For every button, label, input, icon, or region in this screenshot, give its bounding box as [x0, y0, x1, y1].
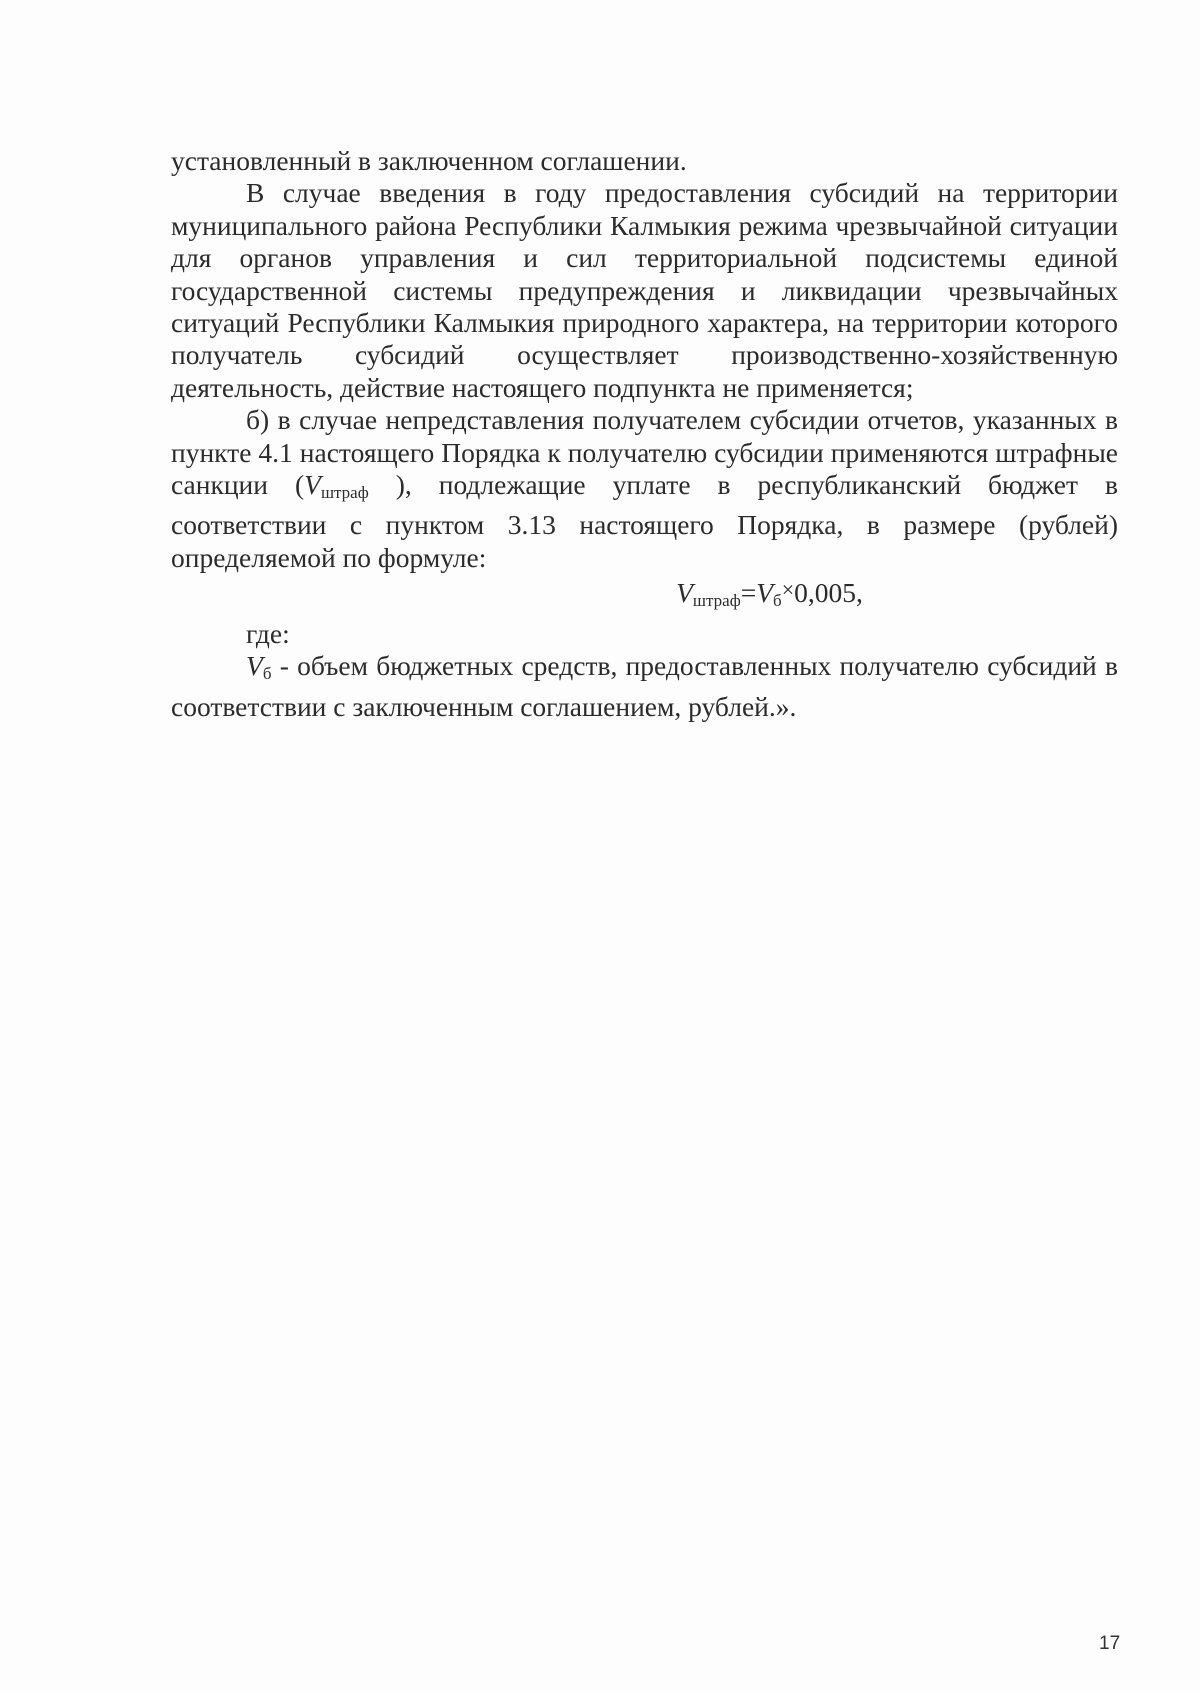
formula-lhs-sub: штраф [692, 591, 741, 611]
document-body [171, 145, 1118, 723]
definition-paragraph [171, 650, 1118, 723]
paragraph-1: установленный в заключенном соглашении. [171, 145, 687, 176]
definition-var: V [246, 650, 263, 682]
variable-v: V [304, 469, 321, 501]
page-number: 17 [1099, 1633, 1121, 1654]
paragraph-3-text-a: б) в случае непредставления получателем субсидии отчетов, указанных в пункте 4.1 настоящего Порядка к получателю субсидии применяются штрафные санкции ( [171, 404, 1118, 501]
paragraph-3 [171, 404, 1118, 574]
where-label: где: [246, 617, 290, 649]
formula-equals: = [740, 577, 757, 609]
formula-lhs-var: V [676, 577, 693, 609]
formula-times: × [781, 577, 795, 603]
formula-rhs-sub: б [773, 591, 782, 611]
formula [171, 574, 1118, 617]
formula-coefficient: 0,005, [794, 577, 863, 609]
paragraph-3-text-b: ), подлежащие уплате в республиканский бюджет в соответствии с пунктом 3.13 настоящего Порядка, в размере (рублей) определяемой по формуле: [171, 469, 1118, 573]
definition-text: - объем бюджетных средств, предоставленных получателю субсидий в соответствии с заключенным соглашением, рублей.». [171, 650, 1118, 722]
definition-sub: б [262, 664, 272, 684]
paragraph-2: В случае введения в году предоставления субсидий на территории муниципального района Республики Калмыкия режима чрезвычайной ситуации для органов управления и сил территориальной подсистемы единой государственной системы предупреждения и ликвидации чрезвычайных ситуаций Республики Калмыкия природного характера, на территории которого получатель субсидий осуществляет производственно-хозяйственную деятельность, действие настоящего подпункта не применяется; [171, 177, 1118, 403]
subscript-shtraf: штраф [320, 483, 369, 503]
formula-rhs-var: V [756, 577, 774, 609]
